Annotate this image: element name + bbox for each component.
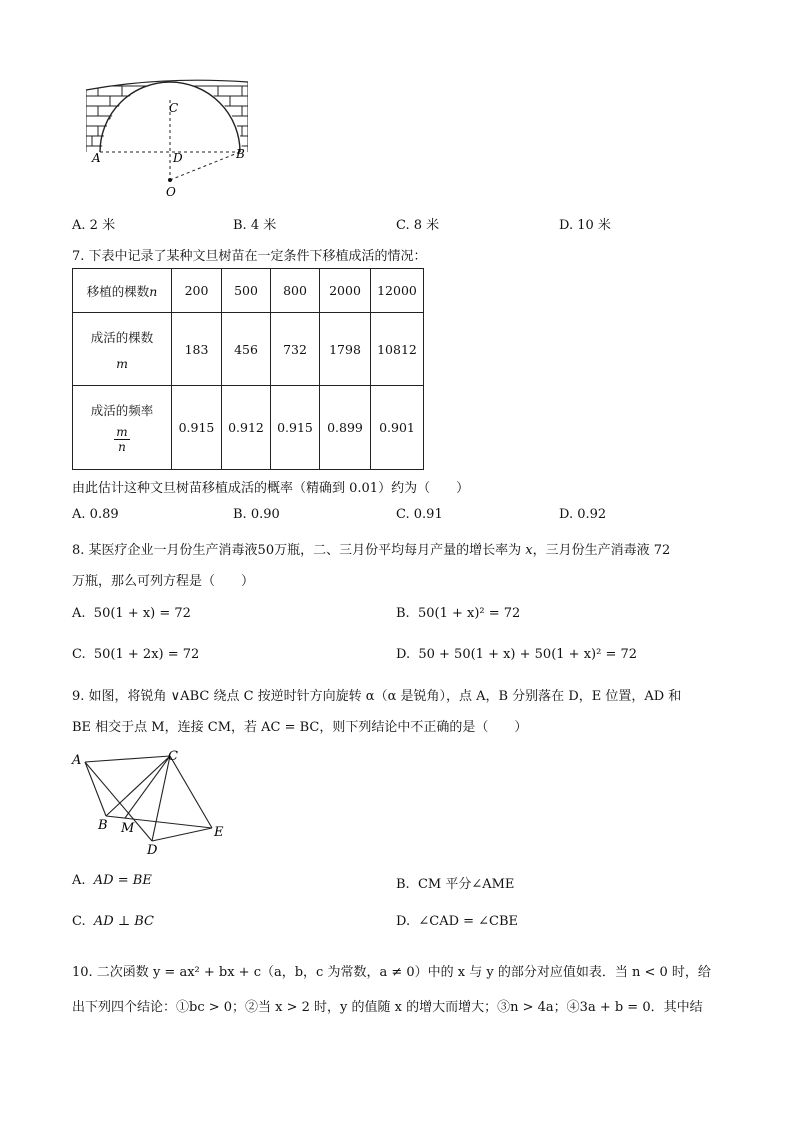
q6-option-b: B. 4 米 — [233, 218, 277, 233]
label-D: D — [147, 843, 158, 858]
q8-option-a: A. 50(1 + x) = 72 — [72, 606, 191, 621]
rotation-figure — [70, 748, 230, 858]
q9-option-a: A. AD = BE — [72, 873, 152, 888]
q6-option-a: A. 2 米 — [72, 218, 116, 233]
label-D: D — [173, 151, 183, 165]
q7-option-a: A. 0.89 — [72, 507, 119, 522]
label-B: B — [98, 818, 108, 833]
q9-line1: 9. 如图，将锐角 ∨ABC 绕点 C 按逆时针方向旋转 α（α 是锐角），点 A，B 分别落在 D，E 位置，AD 和 — [72, 689, 682, 704]
q7-stem: 7. 下表中记录了某种文旦树苗在一定条件下移植成活的情况： — [72, 249, 427, 264]
q7-after: 由此估计这种文旦树苗移植成活的概率（精确到 0.01）约为（ ） — [72, 481, 470, 496]
row1-header: 移植的棵数n — [73, 269, 172, 313]
q9-option-c: C. AD ⊥ BC — [72, 914, 154, 929]
arch-figure — [82, 76, 254, 200]
row2-header: 成活的棵数 m — [73, 313, 172, 386]
q10-line2: 出下列四个结论：①bc > 0；②当 x > 2 时，y 的值随 x 的增大而增大；③n > 4a；④3a + b = 0．其中结 — [72, 1000, 703, 1015]
q8-option-b: B. 50(1 + x)² = 72 — [396, 606, 521, 621]
q10-line1: 10. 二次函数 y = ax² + bx + c（a，b，c 为常数，a ≠ 0）中的 x 与 y 的部分对应值如表．当 n < 0 时，给 — [72, 965, 711, 980]
q7-option-b: B. 0.90 — [233, 507, 280, 522]
q9-option-b: B. CM 平分∠AME — [396, 877, 515, 892]
label-E: E — [214, 825, 224, 840]
q9-line2: BE 相交于点 M，连接 CM，若 AC = BC，则下列结论中不正确的是（ ） — [72, 720, 528, 735]
frequency-table: 移植的棵数n 200 500 800 2000 12000 成活的棵数 m 183 456 732 1798 10812 成活的频率 $\frac{m}{n}$ 0.915 0.912 0.915 0.899 0.901 — [72, 268, 424, 470]
q8-line2: 万瓶，那么可列方程是（ ） — [72, 574, 255, 589]
label-O: O — [166, 185, 176, 199]
label-C: C — [168, 749, 178, 764]
q7-option-c: C. 0.91 — [396, 507, 443, 522]
q8-option-c: C. 50(1 + 2x) = 72 — [72, 647, 200, 662]
row3-header: 成活的频率 $\frac{m}{n}$ — [73, 386, 172, 470]
q8-option-d: D. 50 + 50(1 + x) + 50(1 + x)² = 72 — [396, 647, 638, 662]
label-M: M — [121, 821, 135, 836]
label-A: A — [92, 151, 101, 165]
q6-option-c: C. 8 米 — [396, 218, 440, 233]
label-A: A — [72, 753, 82, 768]
q9-option-d: D. ∠CAD = ∠CBE — [396, 914, 519, 929]
label-B: B — [236, 147, 245, 161]
q6-option-d: D. 10 米 — [559, 218, 611, 233]
label-C: C — [169, 101, 179, 115]
q8-line1: 8. 某医疗企业一月份生产消毒液50万瓶，二、三月份平均每月产量的增长率为 x，三月份生产消毒液 72 — [72, 543, 671, 558]
q7-option-d: D. 0.92 — [559, 507, 607, 522]
